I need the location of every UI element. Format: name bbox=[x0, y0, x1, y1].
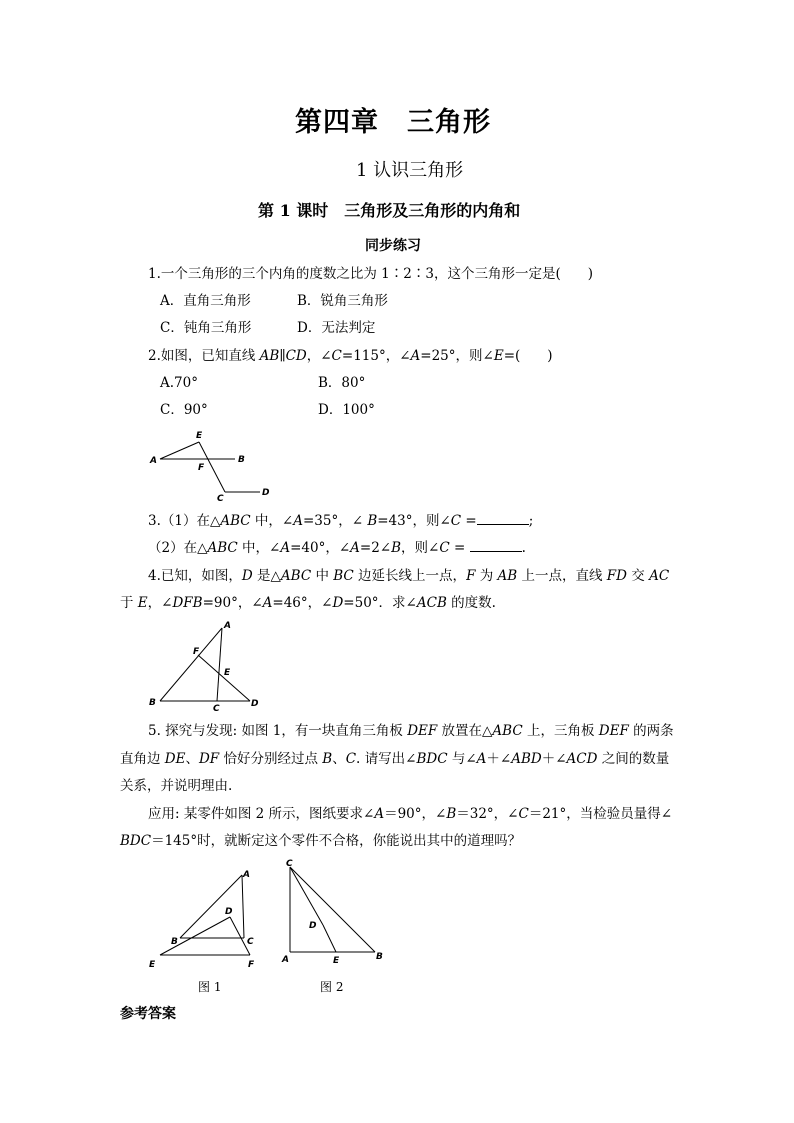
section-title: 1 认识三角形 bbox=[356, 160, 464, 181]
chapter-title: 第四章 三角形 bbox=[295, 107, 491, 138]
fig1-label-d: D bbox=[225, 907, 233, 917]
fig1-label-f: F bbox=[248, 960, 255, 970]
fig2-label-c: C bbox=[286, 859, 293, 869]
fig2-label-a: A bbox=[282, 955, 289, 965]
q4-label-a: A bbox=[224, 621, 231, 631]
q4-line1: 4.已知，如图，D 是△ABC 中 BC 边延长线上一点，F 为 AB 上一点，直线 FD 交 AC bbox=[148, 568, 670, 584]
line-ac bbox=[242, 875, 244, 938]
q2-option-c: C．90° bbox=[160, 402, 208, 418]
q1-option-d: D．无法判定 bbox=[297, 320, 376, 336]
q4-label-d: D bbox=[251, 699, 259, 709]
line-ac bbox=[217, 628, 222, 701]
line-cd bbox=[290, 867, 323, 925]
line-ba bbox=[160, 628, 222, 701]
q5-line4: 应用: 某零件如图 2 所示，图纸要求∠A＝90°，∠B＝32°，∠C＝21°，当检验员量得∠ bbox=[148, 806, 673, 822]
q3-blank-2[interactable] bbox=[470, 538, 522, 552]
q1-stem: 1.一个三角形的三个内角的度数之比为 1∶2∶3，这个三角形一定是( ) bbox=[148, 266, 593, 282]
q5-line3: 关系，并说明理由. bbox=[120, 778, 233, 794]
q4-figure bbox=[140, 615, 265, 715]
q5-line5: BDC＝145°时，就断定这个零件不合格，你能说出其中的道理吗？ bbox=[120, 833, 522, 849]
fig2-label-d: D bbox=[309, 921, 317, 931]
fig1-label-c: C bbox=[247, 937, 254, 947]
q5-line1: 5. 探究与发现: 如图 1，有一块直角三角板 DEF 放置在△ABC 上，三角板 DEF 的两条 bbox=[148, 723, 674, 739]
q4-label-c: C bbox=[213, 704, 220, 714]
q4-label-e: E bbox=[224, 668, 231, 678]
q4-label-f: F bbox=[193, 647, 200, 657]
q2-label-a: A bbox=[150, 456, 157, 466]
q2-label-c: C bbox=[217, 494, 224, 504]
q2-option-b: B．80° bbox=[318, 375, 366, 391]
q2-label-b: B bbox=[238, 455, 245, 465]
q2-option-a: A.70° bbox=[160, 375, 198, 391]
fig1-label-a: A bbox=[243, 870, 250, 880]
line-cb bbox=[290, 867, 375, 952]
line-de bbox=[323, 925, 336, 952]
q3-blank-1[interactable] bbox=[477, 511, 529, 525]
practice-heading: 同步练习 bbox=[365, 238, 421, 254]
q2-label-d: D bbox=[262, 488, 270, 498]
q5-figure-2 bbox=[278, 855, 393, 965]
q4-label-b: B bbox=[149, 698, 156, 708]
q5-figure-1 bbox=[140, 860, 270, 970]
fig2-label-e: E bbox=[333, 956, 340, 965]
q4-line2: 于 E，∠DFB=90°，∠A=46°，∠D=50°．求∠ACB 的度数. bbox=[120, 595, 496, 611]
fig2-label-b: B bbox=[376, 952, 383, 962]
q3-part1: 3.（1）在△ABC 中，∠A=35°，∠ B=43°，则∠C = ; bbox=[148, 513, 534, 529]
q1-option-b: B．锐角三角形 bbox=[297, 293, 388, 309]
q2-figure bbox=[140, 425, 285, 505]
fig1-label-b: B bbox=[171, 937, 178, 947]
answers-heading: 参考答案 bbox=[120, 1006, 176, 1022]
line-ae bbox=[160, 442, 199, 459]
q2-label-f: F bbox=[198, 463, 205, 473]
figure-1-caption: 图 1 bbox=[198, 980, 222, 994]
q1-option-c: C．钝角三角形 bbox=[160, 320, 252, 336]
q2-option-d: D．100° bbox=[318, 402, 375, 418]
lesson-title: 第 1 课时 三角形及三角形的内角和 bbox=[258, 201, 521, 220]
q3-part2: （2）在△ABC 中，∠A=40°，∠A=2∠B，则∠C = . bbox=[148, 540, 526, 556]
fig1-label-e: E bbox=[149, 960, 156, 970]
q2-stem: 2.如图，已知直线 AB∥CD，∠C=115°，∠A=25°，则∠E=( ) bbox=[148, 348, 553, 364]
q2-label-e: E bbox=[196, 431, 203, 441]
line-df bbox=[230, 917, 250, 955]
q1-option-a: A．直角三角形 bbox=[160, 293, 251, 309]
figure-2-caption: 图 2 bbox=[320, 980, 344, 994]
q5-line2: 直角边 DE、DF 恰好分别经过点 B、C. 请写出∠BDC 与∠A＋∠ABD＋∠ACD 之间的数量 bbox=[120, 751, 670, 767]
line-fd bbox=[198, 655, 250, 701]
line-ba bbox=[180, 875, 242, 938]
